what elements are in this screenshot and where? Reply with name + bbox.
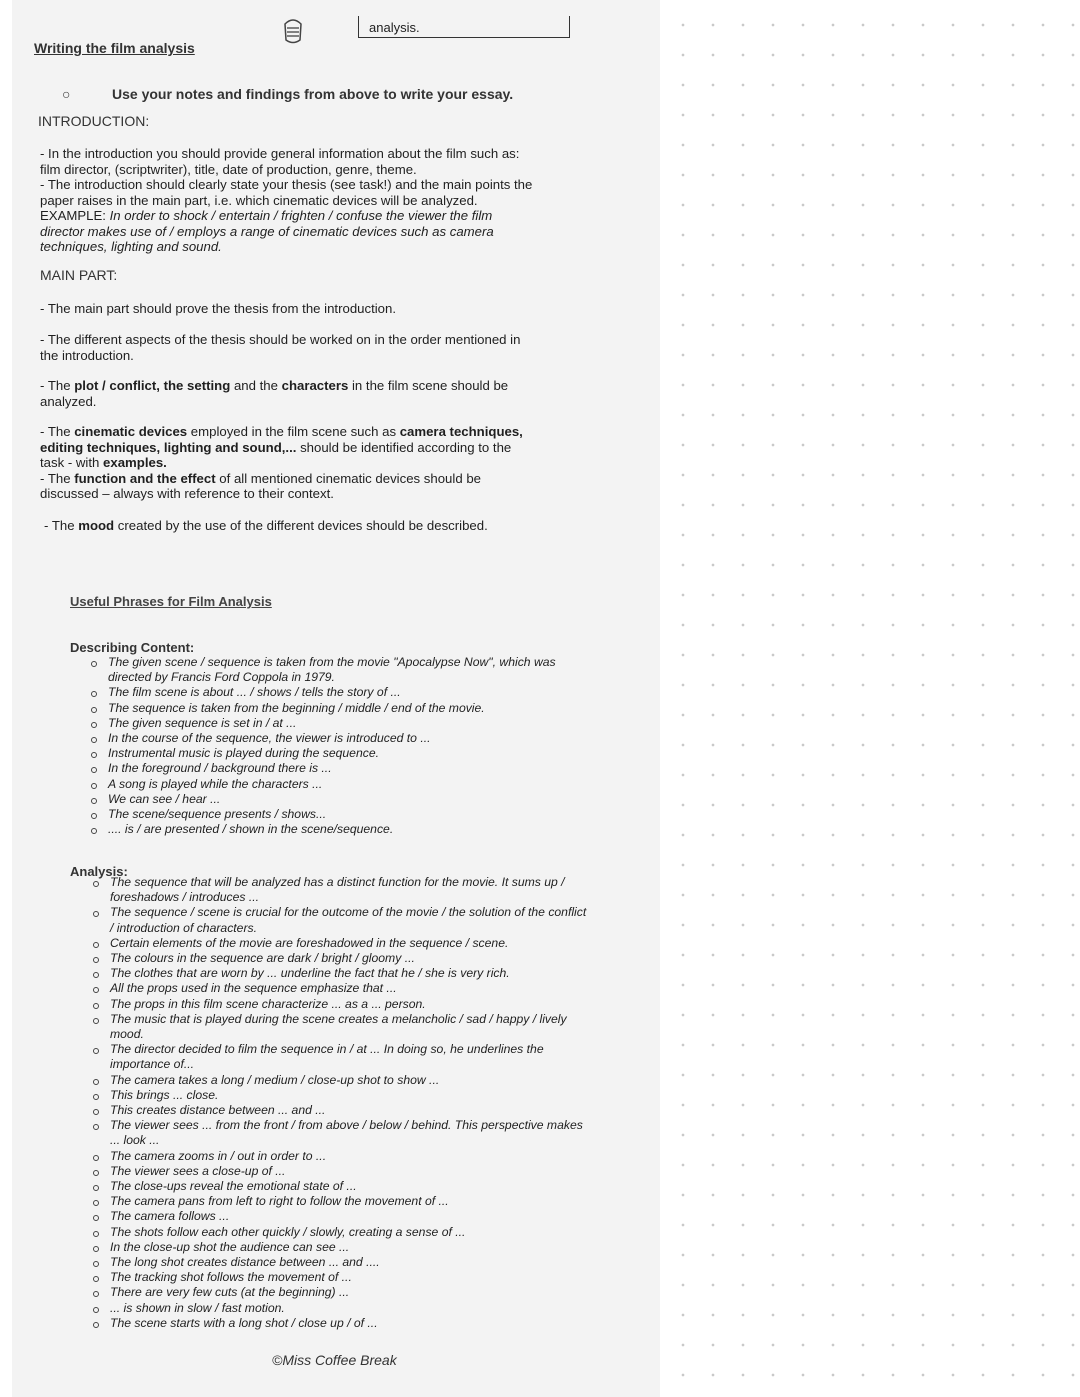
list-item: The long shot creates distance between ... and .... bbox=[90, 1255, 590, 1270]
main-part-p6: - The mood created by the use of the different devices should be described. bbox=[44, 518, 488, 533]
list-item: The music that is played during the scene creates a melancholic / sad / happy / lively mood. bbox=[90, 1012, 590, 1042]
section-heading: Writing the film analysis bbox=[34, 40, 195, 56]
main-part-p4: - The cinematic devices employed in the film scene such as camera techniques, editing techniques, lighting and sound,... should be identified according to the task - with examples. - The function and the effect of all mentioned cinematic devices should be discussed – always with reference to their context. bbox=[40, 424, 523, 501]
list-item: A song is played while the characters ... bbox=[88, 777, 588, 792]
list-item: The camera pans from left to right to follow the movement of ... bbox=[90, 1194, 590, 1209]
list-item: In the course of the sequence, the viewer is introduced to ... bbox=[88, 731, 588, 746]
list-item: Certain elements of the movie are foreshadowed in the sequence / scene. bbox=[90, 936, 590, 951]
list-item: The director decided to film the sequence in / at ... In doing so, he underlines the importance of... bbox=[90, 1042, 590, 1072]
list-item: The viewer sees ... from the front / from above / below / behind. This perspective makes ... look ... bbox=[90, 1118, 590, 1148]
list-item: The close-ups reveal the emotional state of ... bbox=[90, 1179, 590, 1194]
list-item: In the foreground / background there is ... bbox=[88, 761, 588, 776]
list-item: The film scene is about ... / shows / tells the story of ... bbox=[88, 685, 588, 700]
list-item: This brings ... close. bbox=[90, 1088, 590, 1103]
list-item: Instrumental music is played during the sequence. bbox=[88, 746, 588, 761]
list-item: The sequence that will be analyzed has a distinct function for the movie. It sums up / foreshadows / introduces ... bbox=[90, 875, 590, 905]
bullet-icon: ○ bbox=[62, 86, 71, 102]
list-item: The colours in the sequence are dark / bright / gloomy ... bbox=[90, 951, 590, 966]
list-item: The props in this film scene characterize ... as a ... person. bbox=[90, 997, 590, 1012]
main-part-p3: - The plot / conflict, the setting and the characters in the film scene should be analyzed. bbox=[40, 378, 509, 409]
list-item: The camera follows ... bbox=[90, 1209, 590, 1224]
list-item: All the props used in the sequence emphasize that ... bbox=[90, 981, 590, 996]
top-box: analysis. bbox=[358, 16, 570, 38]
list-item: We can see / hear ... bbox=[88, 792, 588, 807]
introduction-heading: INTRODUCTION: bbox=[38, 113, 150, 129]
list-item: The camera takes a long / medium / close-up shot to show ... bbox=[90, 1073, 590, 1088]
list-item: The clothes that are worn by ... underline the fact that he / she is very rich. bbox=[90, 966, 590, 981]
analysis-heading: Analysis: bbox=[70, 864, 128, 879]
list-item: The viewer sees a close-up of ... bbox=[90, 1164, 590, 1179]
lightbulb-icon bbox=[282, 18, 304, 44]
analysis-list bbox=[90, 875, 590, 1331]
introduction-text: - In the introduction you should provide general information about the film such as: film director, (scriptwriter), title, date of production, genre, theme. - The introduction should clearly state your thesis (see task!) and the main points the paper raises in the main part, i.e. which cinematic devices will be analyzed. EXAMPLE: In order to shock / entertain / frighten / confuse the viewer the film director makes use of / employs a range of cinematic devices such as camera techniques, lighting and sound. bbox=[40, 146, 560, 255]
main-part-heading: MAIN PART: bbox=[40, 267, 118, 283]
list-item: ... is shown in slow / fast motion. bbox=[90, 1301, 590, 1316]
example-line: EXAMPLE: In order to shock / entertain / frighten / confuse the viewer the film bbox=[40, 208, 493, 223]
main-part-p1: - The main part should prove the thesis from the introduction. bbox=[40, 301, 397, 316]
list-item: The tracking shot follows the movement of ... bbox=[90, 1270, 590, 1285]
list-item: The given scene / sequence is taken from the movie "Apocalypse Now", which was directed by Francis Ford Coppola in 1979. bbox=[88, 655, 588, 685]
list-item: The scene/sequence presents / shows... bbox=[88, 807, 588, 822]
list-item: The scene starts with a long shot / close up / of ... bbox=[90, 1316, 590, 1331]
list-item: .... is / are presented / shown in the scene/sequence. bbox=[88, 822, 588, 837]
intro-instruction: ○ Use your notes and findings from above to write your essay. bbox=[62, 86, 514, 102]
list-item: The shots follow each other quickly / slowly, creating a sense of ... bbox=[90, 1225, 590, 1240]
list-item: The sequence / scene is crucial for the outcome of the movie / the solution of the conflict / introduction of characters. bbox=[90, 905, 590, 935]
list-item: The camera zooms in / out in order to ... bbox=[90, 1149, 590, 1164]
describing-content-list bbox=[88, 655, 588, 837]
list-item: The given sequence is set in / at ... bbox=[88, 716, 588, 731]
describing-content-heading: Describing Content: bbox=[70, 640, 195, 655]
list-item: This creates distance between ... and ... bbox=[90, 1103, 590, 1118]
main-part-p2: - The different aspects of the thesis should be worked on in the order mentioned in the introduction. bbox=[40, 332, 521, 363]
list-item: There are very few cuts (at the beginning) ... bbox=[90, 1285, 590, 1300]
list-item: The sequence is taken from the beginning / middle / end of the movie. bbox=[88, 701, 588, 716]
useful-phrases-title: Useful Phrases for Film Analysis bbox=[70, 594, 272, 609]
list-item: In the close-up shot the audience can see ... bbox=[90, 1240, 590, 1255]
footer-signature: ©Miss Coffee Break bbox=[272, 1352, 397, 1368]
